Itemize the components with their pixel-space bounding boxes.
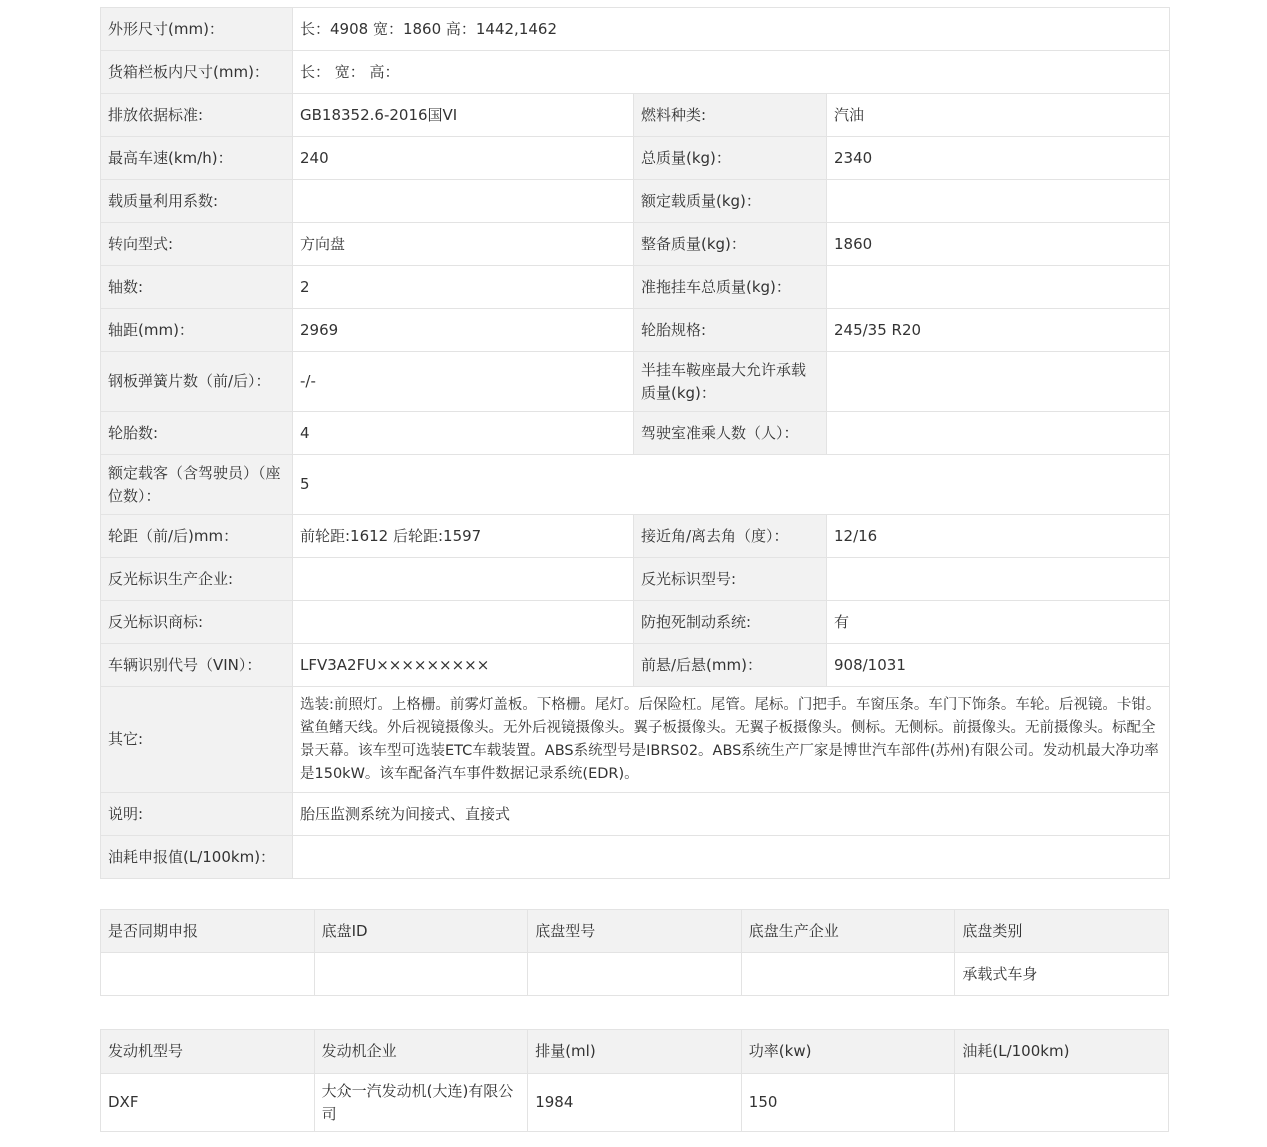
spec-row-remark [101,793,1170,836]
spec-row-dimensions [101,8,1170,51]
chassis-header: 底盘型号 [528,910,742,953]
spec-row-other [101,687,1170,793]
chassis-cell [314,953,528,996]
spec-value: 240 [293,137,634,180]
spec-row [101,412,1170,455]
spec-row [101,644,1170,687]
chassis-cell: 承载式车身 [955,953,1169,996]
spec-label: 反光标识型号: [634,558,827,601]
spec-value [293,558,634,601]
spec-value: 2969 [293,309,634,352]
engine-cell: 150 [741,1074,955,1132]
spec-value: 12/16 [827,515,1170,558]
spec-label: 驾驶室准乘人数（人）： [634,412,827,455]
spec-value: 长： 宽： 高： [293,51,1170,94]
spec-label: 防抱死制动系统: [634,601,827,644]
spec-value [827,412,1170,455]
spec-value: 908/1031 [827,644,1170,687]
spec-value: 有 [827,601,1170,644]
engine-row [101,1074,1169,1132]
spec-label: 说明: [101,793,293,836]
spec-row-seats [101,455,1170,515]
spec-row [101,94,1170,137]
spec-label: 准拖挂车总质量(kg)： [634,266,827,309]
spec-value: 前轮距:1612 后轮距:1597 [293,515,634,558]
engine-header: 油耗(L/100km) [955,1030,1169,1074]
spec-label: 接近角/离去角（度）： [634,515,827,558]
spec-value: 4 [293,412,634,455]
spec-label: 车辆识别代号（VIN）： [101,644,293,687]
chassis-header: 底盘类别 [955,910,1169,953]
spec-value: 1860 [827,223,1170,266]
engine-cell [955,1074,1169,1132]
spec-value: 方向盘 [293,223,634,266]
spec-label: 轮胎规格: [634,309,827,352]
spec-row [101,352,1170,412]
spec-value [827,266,1170,309]
chassis-row [101,953,1169,996]
chassis-header-row [101,910,1169,953]
spec-label: 整备质量(kg)： [634,223,827,266]
chassis-header: 底盘生产企业 [741,910,955,953]
engine-cell: 1984 [528,1074,742,1132]
spec-value: 245/35 R20 [827,309,1170,352]
spec-label: 油耗申报值(L/100km)： [101,836,293,879]
spec-label: 总质量(kg)： [634,137,827,180]
engine-table [100,1029,1169,1132]
engine-header-row [101,1030,1169,1074]
spec-value: -/- [293,352,634,412]
spec-label: 燃料种类: [634,94,827,137]
engine-header: 发动机企业 [314,1030,528,1074]
spec-value: 汽油 [827,94,1170,137]
spec-label: 排放依据标准: [101,94,293,137]
spec-row [101,266,1170,309]
spec-value [293,601,634,644]
spec-value: 长：4908 宽：1860 高：1442,1462 [293,8,1170,51]
engine-header: 功率(kw) [741,1030,955,1074]
spec-value: 胎压监测系统为间接式、直接式 [293,793,1170,836]
spec-value: 5 [293,455,1170,515]
chassis-cell [741,953,955,996]
spec-row [101,558,1170,601]
spec-value [827,180,1170,223]
engine-header: 排量(ml) [528,1030,742,1074]
spec-row [101,515,1170,558]
spec-label: 载质量利用系数: [101,180,293,223]
spec-label: 其它: [101,687,293,793]
spec-label: 额定载质量(kg)： [634,180,827,223]
spec-label: 轮胎数: [101,412,293,455]
spec-label: 转向型式: [101,223,293,266]
spec-row-cargo-dimensions [101,51,1170,94]
spec-label: 外形尺寸(mm)： [101,8,293,51]
spec-row [101,137,1170,180]
spec-row [101,180,1170,223]
spec-label: 钢板弹簧片数（前/后）： [101,352,293,412]
spec-table [100,7,1170,879]
spec-value: 2 [293,266,634,309]
chassis-cell [528,953,742,996]
spec-row [101,223,1170,266]
chassis-header: 底盘ID [314,910,528,953]
spec-value [827,558,1170,601]
spec-label: 轴数: [101,266,293,309]
spec-label: 货箱栏板内尺寸(mm)： [101,51,293,94]
spec-row [101,309,1170,352]
spec-label: 反光标识生产企业: [101,558,293,601]
engine-header: 发动机型号 [101,1030,315,1074]
spec-value [293,836,1170,879]
spec-row-fuel-consumption [101,836,1170,879]
spec-value: 选装:前照灯。上格栅。前雾灯盖板。下格栅。尾灯。后保险杠。尾管。尾标。门把手。车窗压条。车门下饰条。车轮。后视镜。卡钳。鲨鱼鳍天线。外后视镜摄像头。无外后视镜摄像头。翼子板摄像头。无翼子板摄像头。侧标。无侧标。前摄像头。无前摄像头。标配全景天幕。该车型可选装ETC车载装置。ABS系统型号是IBRS02。ABS系统生产厂家是博世汽车部件(苏州)有限公司。发动机最大净功率是150kW。该车配备汽车事件数据记录系统(EDR)。 [293,687,1170,793]
spec-value: LFV3A2FU××××××××× [293,644,634,687]
spec-label: 最高车速(km/h)： [101,137,293,180]
engine-cell: DXF [101,1074,315,1132]
spec-label: 轴距(mm)： [101,309,293,352]
spec-value: 2340 [827,137,1170,180]
spec-label: 半挂车鞍座最大允许承载质量(kg)： [634,352,827,412]
spec-value: GB18352.6-2016国VI [293,94,634,137]
spec-label: 前悬/后悬(mm)： [634,644,827,687]
spec-label: 反光标识商标: [101,601,293,644]
spec-label: 轮距（前/后)mm： [101,515,293,558]
chassis-header: 是否同期申报 [101,910,315,953]
spec-label: 额定载客（含驾驶员）（座位数）： [101,455,293,515]
chassis-table [100,909,1169,996]
spec-value [293,180,634,223]
chassis-cell [101,953,315,996]
engine-cell: 大众一汽发动机(大连)有限公司 [314,1074,528,1132]
spec-row [101,601,1170,644]
spec-value [827,352,1170,412]
